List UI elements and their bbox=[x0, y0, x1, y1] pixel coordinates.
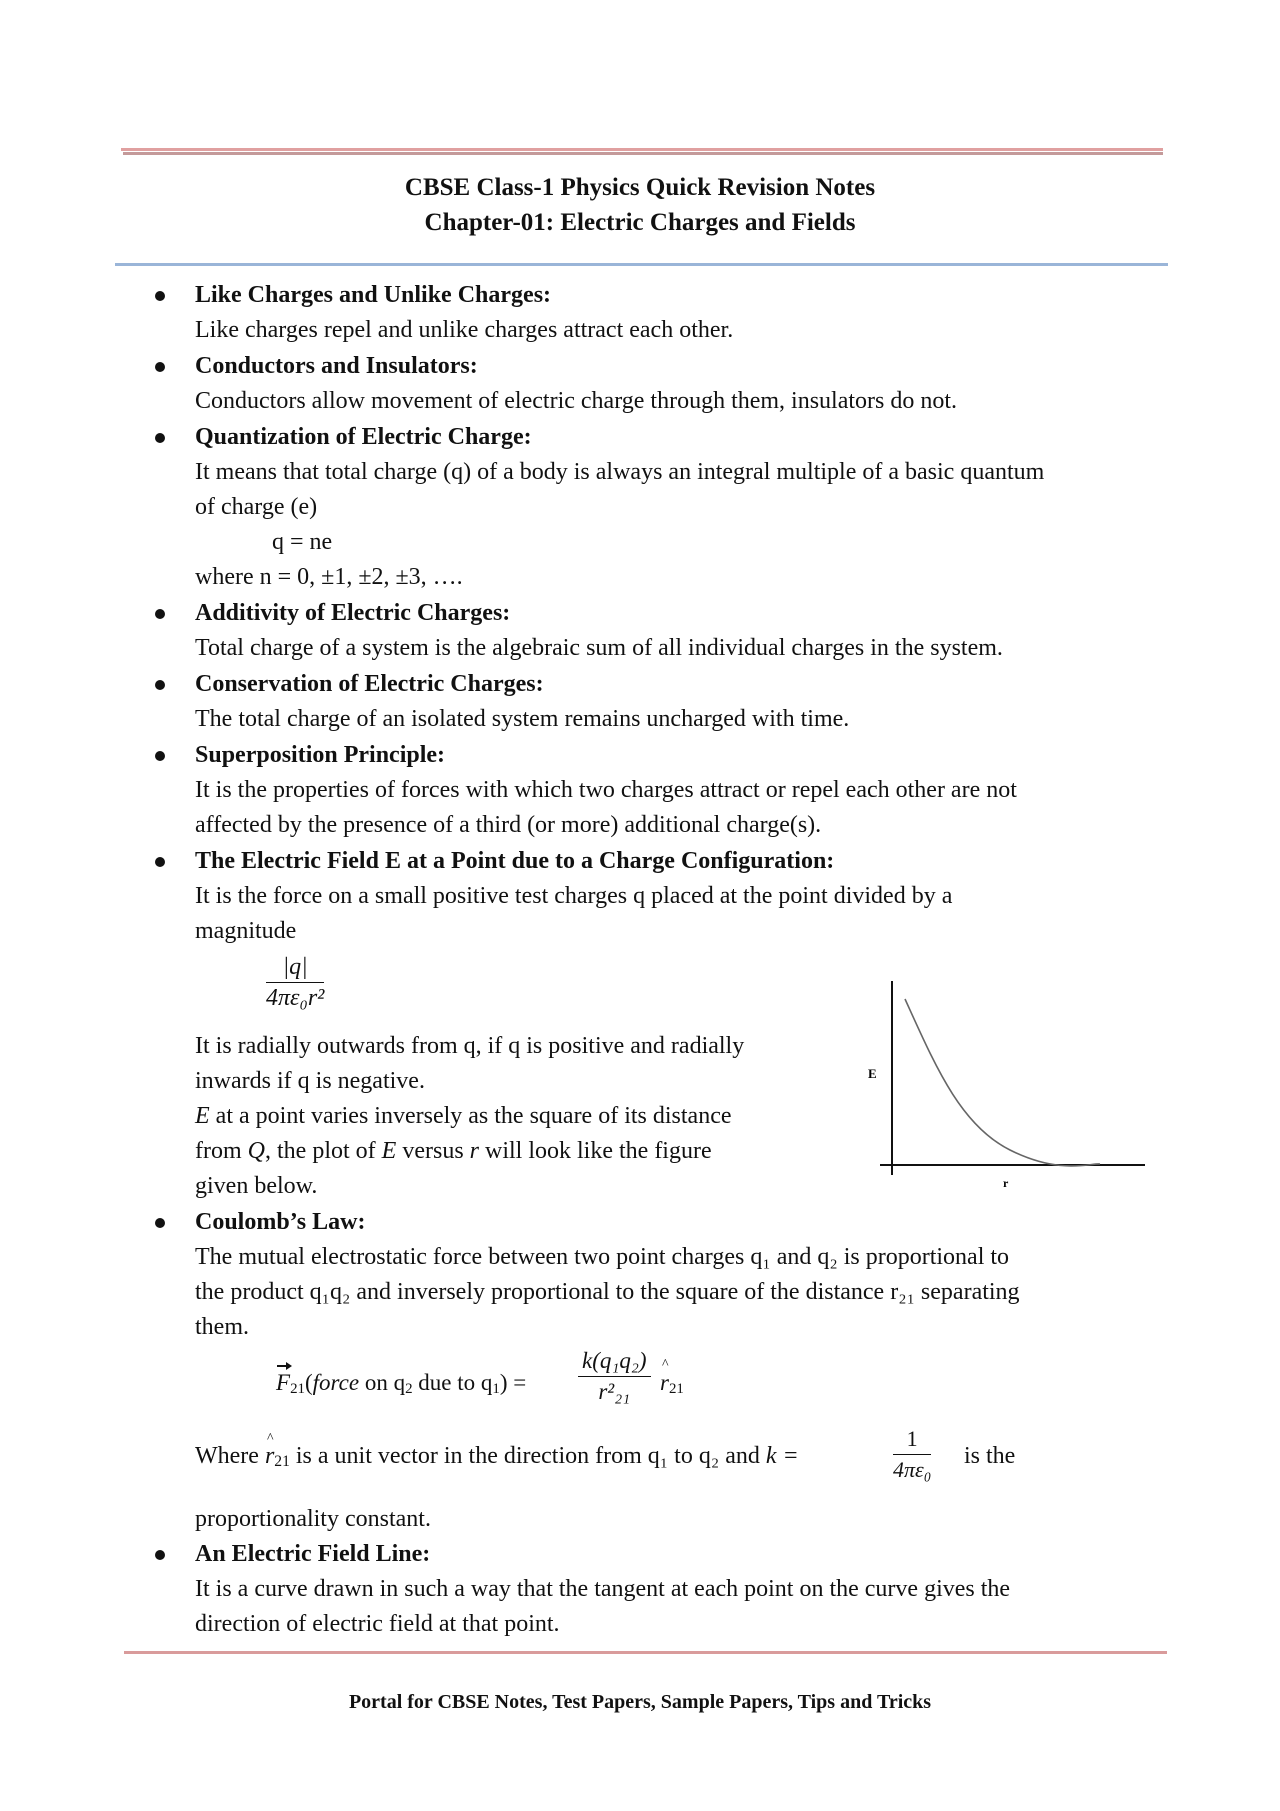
section-heading: Superposition Principle: bbox=[195, 742, 446, 768]
bullet-icon bbox=[155, 609, 165, 619]
formula-denominator: 4πε₀ bbox=[893, 1457, 932, 1482]
section-text: where n = 0, ±1, ±2, ±3, …. bbox=[195, 564, 463, 590]
bullet-icon bbox=[155, 433, 165, 443]
bullet-icon bbox=[155, 680, 165, 690]
section-text bbox=[195, 1134, 712, 1169]
bullet-icon bbox=[155, 857, 165, 867]
equation-q-ne: q = ne bbox=[272, 529, 333, 555]
bullet-icon bbox=[155, 1550, 165, 1560]
section-text: the product q₁q₂ and inversely proportional to the square of the distance r₂₁ separating bbox=[195, 1279, 1020, 1305]
section-heading: The Electric Field E at a Point due to a Charge Configuration: bbox=[195, 848, 835, 874]
section-heading: An Electric Field Line: bbox=[195, 1541, 431, 1567]
coulomb-fraction bbox=[578, 1346, 651, 1407]
section-text: proportionality constant. bbox=[195, 1506, 431, 1532]
formula-numerator: k(q₁q₂) bbox=[582, 1348, 647, 1373]
section-text: magnitude bbox=[195, 918, 297, 944]
title-divider bbox=[115, 263, 1168, 266]
chapter-title: Chapter-01: Electric Charges and Fields bbox=[424, 209, 856, 236]
subscript: 21 bbox=[274, 1453, 290, 1470]
subscript: 21 bbox=[668, 1381, 684, 1397]
text-span: Where bbox=[195, 1443, 259, 1469]
bullet-icon bbox=[155, 362, 165, 372]
text-span: , the plot of bbox=[265, 1138, 376, 1164]
k-fraction bbox=[893, 1424, 931, 1485]
section-text: Like charges repel and unlike charges attract each other. bbox=[195, 317, 734, 343]
section-text: affected by the presence of a third (or more) additional charge(s). bbox=[195, 812, 822, 838]
section-text: It is a curve drawn in such a way that the tangent at each point on the curve gives the bbox=[195, 1576, 1011, 1602]
section-text: Conductors allow movement of electric charge through them, insulators do not. bbox=[195, 388, 958, 414]
section-heading: Coulomb’s Law: bbox=[195, 1209, 366, 1235]
section-text: is the bbox=[964, 1443, 1016, 1469]
text-span: from bbox=[195, 1138, 242, 1164]
symbol-e: E bbox=[381, 1138, 397, 1164]
section-text: them. bbox=[195, 1314, 249, 1340]
footer-divider bbox=[124, 1651, 1167, 1654]
bullet-icon bbox=[155, 291, 165, 301]
section-text: inwards if q is negative. bbox=[195, 1068, 425, 1094]
section-text bbox=[195, 1099, 732, 1134]
section-heading: Quantization of Electric Charge: bbox=[195, 424, 532, 450]
section-text: of charge (e) bbox=[195, 494, 318, 520]
section-text: It means that total charge (q) of a body is always an integral multiple of a basic quantum bbox=[195, 459, 1045, 485]
section-heading: Like Charges and Unlike Charges: bbox=[195, 282, 552, 308]
text-span: versus bbox=[402, 1138, 464, 1164]
unit-vector-r: ^ r bbox=[265, 1439, 274, 1474]
formula-word: force bbox=[312, 1370, 360, 1395]
formula-numerator: |q| bbox=[282, 954, 308, 980]
section-text: It is radially outwards from q, if q is positive and radially bbox=[195, 1033, 745, 1059]
k-symbol: k = bbox=[765, 1443, 799, 1469]
section-text: The total charge of an isolated system remains uncharged with time. bbox=[195, 706, 850, 732]
formula-text: on q bbox=[359, 1370, 406, 1395]
section-text: It is the properties of forces with which two charges attract or repel each other are not bbox=[195, 777, 1017, 803]
bullet-icon bbox=[155, 751, 165, 761]
force-vector: F bbox=[276, 1365, 290, 1400]
x-axis-label: r bbox=[1003, 1176, 1009, 1190]
formula-numerator: 1 bbox=[893, 1424, 931, 1455]
section-text: It is the force on a small positive test charges q placed at the point divided by a bbox=[195, 883, 953, 909]
document-title: CBSE Class-1 Physics Quick Revision Notes bbox=[404, 174, 876, 201]
section-text: given below. bbox=[195, 1173, 318, 1199]
section-heading: Conductors and Insulators: bbox=[195, 353, 478, 379]
section-heading: Conservation of Electric Charges: bbox=[195, 671, 544, 697]
bullet-icon bbox=[155, 1218, 165, 1228]
coulomb-formula: $F_{21}(force$ on $q_2$ due to $q_1$) = bbox=[276, 1365, 526, 1407]
section-text: Total charge of a system is the algebraic sum of all individual charges in the system. bbox=[195, 635, 1003, 661]
section-text: direction of electric field at that point. bbox=[195, 1611, 560, 1637]
header-divider bbox=[121, 148, 1163, 156]
unit-vector-r: ^ r bbox=[660, 1365, 669, 1400]
text-span: will look like the figure bbox=[485, 1138, 712, 1164]
subscript: 1 bbox=[492, 1381, 500, 1397]
text-span: is a unit vector in the direction from q₁ to q₂ and bbox=[295, 1443, 760, 1469]
footer-text: Portal for CBSE Notes, Test Papers, Sample Papers, Tips and Tricks bbox=[348, 1691, 932, 1713]
symbol-q: Q bbox=[247, 1138, 265, 1164]
unit-vector bbox=[660, 1365, 684, 1407]
section-heading: Additivity of Electric Charges: bbox=[195, 600, 511, 626]
text-span: at a point varies inversely as the square of its distance bbox=[215, 1103, 732, 1129]
where-line bbox=[195, 1439, 799, 1479]
formula-denominator: 4πε₀r² bbox=[266, 985, 325, 1011]
formula-denominator: r²₂₁ bbox=[598, 1379, 631, 1404]
e-vs-r-graph bbox=[860, 975, 1150, 1190]
section-text: The mutual electrostatic force between two point charges q₁ and q₂ is proportional to bbox=[195, 1244, 1010, 1270]
subscript: 2 bbox=[405, 1381, 413, 1397]
y-axis-label: E bbox=[868, 1066, 877, 1081]
subscript: 21 bbox=[290, 1381, 305, 1397]
field-magnitude-formula bbox=[266, 952, 324, 1013]
symbol-r: r bbox=[469, 1138, 479, 1164]
symbol-e: E bbox=[195, 1103, 210, 1129]
formula-text: due to q bbox=[412, 1370, 493, 1395]
